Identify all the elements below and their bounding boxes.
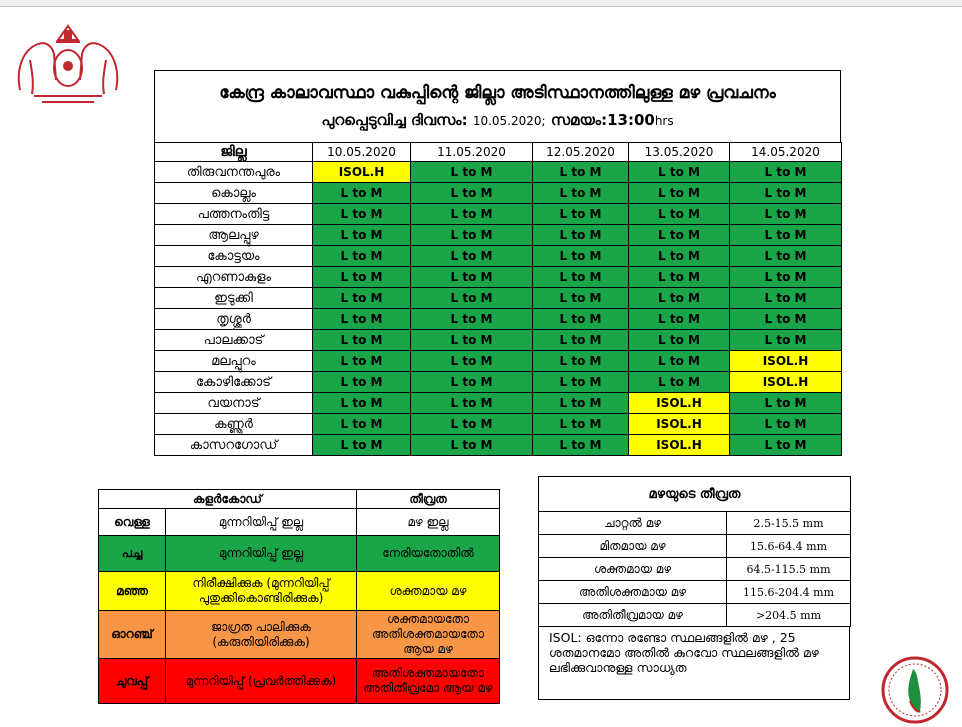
- forecast-cell: ISOL.H: [629, 393, 730, 414]
- forecast-cell: L to M: [730, 246, 842, 267]
- forecast-cell: L to M: [411, 183, 533, 204]
- time-label: സമയം:: [550, 111, 608, 129]
- rain-range: 64.5-115.5 mm: [727, 558, 851, 581]
- kerala-disaster-management-logo-icon: [880, 655, 950, 725]
- forecast-section: [154, 70, 841, 456]
- forecast-cell: L to M: [533, 351, 629, 372]
- time-value: 13:00: [607, 111, 655, 129]
- forecast-cell: L to M: [533, 162, 629, 183]
- forecast-cell: L to M: [629, 246, 730, 267]
- rain-intensity-row: [539, 558, 851, 581]
- forecast-cell: L to M: [533, 246, 629, 267]
- forecast-cell: L to M: [533, 225, 629, 246]
- rain-type: അതിശക്തമായ മഴ: [539, 581, 727, 604]
- rain-range: 2.5-15.5 mm: [727, 512, 851, 535]
- forecast-cell: L to M: [629, 330, 730, 351]
- time-unit: hrs: [654, 114, 674, 128]
- district-row: [155, 246, 842, 267]
- forecast-cell: L to M: [730, 309, 842, 330]
- forecast-cell: L to M: [730, 225, 842, 246]
- district-name: കോട്ടയം: [155, 246, 313, 267]
- forecast-cell: ISOL.H: [730, 351, 842, 372]
- issued-line: [155, 103, 840, 129]
- forecast-cell: L to M: [533, 414, 629, 435]
- kerala-emblem-icon: [12, 20, 124, 106]
- district-name: ആലപ്പുഴ: [155, 225, 313, 246]
- forecast-cell: L to M: [730, 267, 842, 288]
- district-row: [155, 183, 842, 204]
- forecast-cell: L to M: [533, 372, 629, 393]
- district-name: എറണാകുളം: [155, 267, 313, 288]
- forecast-cell: L to M: [533, 288, 629, 309]
- forecast-cell: L to M: [313, 246, 411, 267]
- forecast-cell: L to M: [629, 309, 730, 330]
- color-code-row-orange: [99, 611, 500, 659]
- color-name: മഞ്ഞ: [99, 572, 166, 611]
- district-row: [155, 351, 842, 372]
- color-meaning: ജാഗ്രത പാലിക്കുക (കരുതിയിരിക്കുക): [166, 611, 357, 659]
- forecast-cell: L to M: [411, 393, 533, 414]
- rain-range: >204.5 mm: [727, 604, 851, 627]
- forecast-cell: L to M: [411, 372, 533, 393]
- color-code-row-yellow: [99, 572, 500, 611]
- forecast-cell: L to M: [411, 267, 533, 288]
- forecast-cell: L to M: [730, 162, 842, 183]
- forecast-cell: L to M: [313, 309, 411, 330]
- forecast-cell: L to M: [730, 183, 842, 204]
- forecast-cell: L to M: [533, 309, 629, 330]
- window-top-border: [0, 0, 962, 7]
- forecast-cell: L to M: [629, 288, 730, 309]
- forecast-cell: L to M: [411, 288, 533, 309]
- forecast-cell: L to M: [629, 225, 730, 246]
- color-name: പച്ച: [99, 536, 166, 572]
- district-name: കാസറഗോഡ്: [155, 435, 313, 456]
- forecast-cell: L to M: [533, 435, 629, 456]
- forecast-cell: L to M: [313, 267, 411, 288]
- color-meaning: മുന്നറിയിപ്പ് ഇല്ല: [166, 509, 357, 536]
- forecast-cell: L to M: [730, 435, 842, 456]
- forecast-cell: L to M: [533, 204, 629, 225]
- district-row: [155, 393, 842, 414]
- forecast-cell: L to M: [730, 204, 842, 225]
- district-row: [155, 267, 842, 288]
- forecast-cell: L to M: [629, 204, 730, 225]
- district-header: ജില്ല: [155, 143, 313, 162]
- rain-type: മിതമായ മഴ: [539, 535, 727, 558]
- color-code-row-white: [99, 509, 500, 536]
- forecast-cell: ISOL.H: [313, 162, 411, 183]
- date-header: 14.05.2020: [730, 143, 842, 162]
- date-header: 10.05.2020: [313, 143, 411, 162]
- forecast-cell: L to M: [411, 246, 533, 267]
- issued-label: പുറപ്പെടുവിച്ച ദിവസം:: [321, 111, 468, 129]
- isol-note: ISOL: ഒന്നോ രണ്ടോ സ്ഥലങ്ങളിൽ മഴ , 25 ശതമാനമോ അതിൽ കുറവോ സ്ഥലങ്ങളിൽ മഴ ലഭിക്കുവാനുള്ള സാധ്യത: [538, 626, 850, 700]
- forecast-cell: L to M: [533, 183, 629, 204]
- forecast-cell: L to M: [313, 225, 411, 246]
- district-name: തൃശ്ശൂർ: [155, 309, 313, 330]
- rain-type: ശക്തമായ മഴ: [539, 558, 727, 581]
- forecast-title-box: [154, 70, 841, 142]
- forecast-cell: L to M: [313, 204, 411, 225]
- date-header: 12.05.2020: [533, 143, 629, 162]
- forecast-cell: L to M: [730, 330, 842, 351]
- color-intensity: ശക്തമായ മഴ: [357, 572, 500, 611]
- forecast-cell: L to M: [313, 393, 411, 414]
- color-intensity: അതിശക്തമായതോ അതിതീവ്രമോ ആയ മഴ: [357, 659, 500, 704]
- rain-type: അതിതീവ്രമായ മഴ: [539, 604, 727, 627]
- color-name: ചുവപ്പ്: [99, 659, 166, 704]
- forecast-body: [155, 162, 842, 456]
- district-row: [155, 288, 842, 309]
- forecast-header-row: [155, 143, 842, 162]
- rain-intensity-table: [538, 476, 851, 627]
- district-row: [155, 330, 842, 351]
- rain-intensity-row: [539, 512, 851, 535]
- forecast-cell: L to M: [411, 351, 533, 372]
- color-code-header: കളർകോഡ്: [99, 490, 357, 509]
- color-intensity: നേരിയതോതിൽ: [357, 536, 500, 572]
- color-meaning: മുന്നറിയിപ്പ് (പ്രവർത്തിക്കുക): [166, 659, 357, 704]
- date-header: 11.05.2020: [411, 143, 533, 162]
- forecast-cell: L to M: [533, 393, 629, 414]
- district-name: കോഴിക്കോട്: [155, 372, 313, 393]
- color-intensity: മഴ ഇല്ല: [357, 509, 500, 536]
- forecast-cell: L to M: [411, 162, 533, 183]
- color-meaning: നിരീക്ഷിക്കുക (മുന്നറിയിപ്പ് പുതുക്കികൊണ്ടിരിക്കുക): [166, 572, 357, 611]
- forecast-table: [154, 142, 842, 456]
- district-row: [155, 414, 842, 435]
- district-name: തിരുവനന്തപുരം: [155, 162, 313, 183]
- color-intensity: ശക്തമായതോ അതിശക്തമായതോ ആയ മഴ: [357, 611, 500, 659]
- forecast-cell: L to M: [629, 183, 730, 204]
- color-code-row-green: [99, 536, 500, 572]
- district-row: [155, 372, 842, 393]
- district-name: വയനാട്: [155, 393, 313, 414]
- district-row: [155, 225, 842, 246]
- forecast-cell: L to M: [411, 204, 533, 225]
- color-name: വെള്ള: [99, 509, 166, 536]
- forecast-cell: L to M: [313, 351, 411, 372]
- forecast-cell: L to M: [533, 267, 629, 288]
- district-name: കൊല്ലം: [155, 183, 313, 204]
- rain-range: 115.6-204.4 mm: [727, 581, 851, 604]
- forecast-cell: L to M: [411, 225, 533, 246]
- forecast-cell: L to M: [313, 330, 411, 351]
- rain-intensity-row: [539, 604, 851, 627]
- district-name: പത്തനംതിട്ട: [155, 204, 313, 225]
- forecast-cell: L to M: [313, 288, 411, 309]
- district-name: ഇടുക്കി: [155, 288, 313, 309]
- forecast-cell: L to M: [411, 330, 533, 351]
- forecast-cell: L to M: [313, 372, 411, 393]
- forecast-cell: ISOL.H: [629, 435, 730, 456]
- rain-type: ചാറ്റൽ മഴ: [539, 512, 727, 535]
- district-row: [155, 435, 842, 456]
- district-row: [155, 204, 842, 225]
- issued-date: 10.05.2020;: [472, 114, 546, 128]
- forecast-cell: L to M: [629, 267, 730, 288]
- intensity-header: തീവ്രത: [357, 490, 500, 509]
- rain-intensity-title: മഴയുടെ തീവ്രത: [539, 477, 851, 512]
- forecast-cell: L to M: [629, 351, 730, 372]
- forecast-cell: ISOL.H: [730, 372, 842, 393]
- district-name: കണ്ണൂർ: [155, 414, 313, 435]
- forecast-cell: L to M: [730, 414, 842, 435]
- color-meaning: മുന്നറിയിപ്പ് ഇല്ല: [166, 536, 357, 572]
- color-code-header-row: [99, 490, 500, 509]
- forecast-cell: L to M: [629, 372, 730, 393]
- color-name: ഓറഞ്ച്: [99, 611, 166, 659]
- rain-range: 15.6-64.4 mm: [727, 535, 851, 558]
- forecast-cell: ISOL.H: [629, 414, 730, 435]
- rain-intensity-row: [539, 581, 851, 604]
- forecast-cell: L to M: [411, 414, 533, 435]
- district-name: മലപ്പുറം: [155, 351, 313, 372]
- forecast-cell: L to M: [411, 309, 533, 330]
- district-row: [155, 162, 842, 183]
- rain-intensity-row: [539, 535, 851, 558]
- forecast-cell: L to M: [730, 393, 842, 414]
- district-name: പാലക്കാട്: [155, 330, 313, 351]
- forecast-cell: L to M: [313, 183, 411, 204]
- forecast-cell: L to M: [411, 435, 533, 456]
- forecast-cell: L to M: [533, 330, 629, 351]
- color-code-row-red: [99, 659, 500, 704]
- forecast-cell: L to M: [313, 435, 411, 456]
- forecast-cell: L to M: [313, 414, 411, 435]
- forecast-title: കേന്ദ്ര കാലാവസ്ഥാ വകുപ്പിന്റെ ജില്ലാ അടിസ്ഥാനത്തിലുള്ള മഴ പ്രവചനം: [219, 83, 776, 103]
- forecast-cell: L to M: [629, 162, 730, 183]
- forecast-cell: L to M: [730, 288, 842, 309]
- color-code-table: [98, 489, 500, 704]
- date-header: 13.05.2020: [629, 143, 730, 162]
- district-row: [155, 309, 842, 330]
